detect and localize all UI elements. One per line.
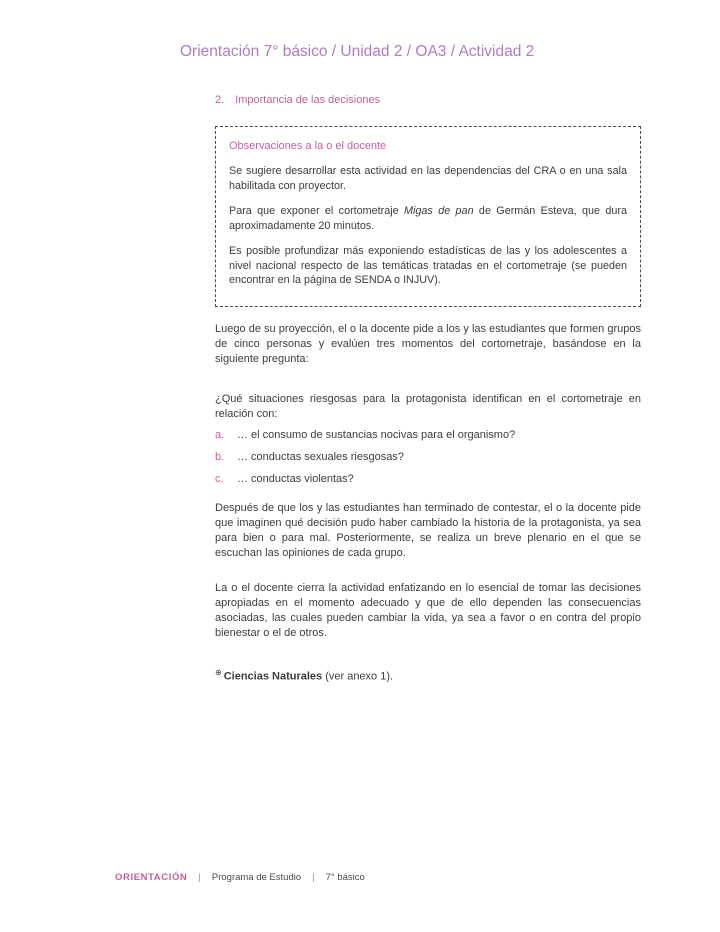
question-list	[215, 428, 641, 487]
page-title: Orientación 7° básico / Unidad 2 / OA3 / Actividad 2	[180, 43, 535, 60]
notes-paragraph-1: Se sugiere desarrollar esta actividad en las dependencias del CRA o en una sala habilitada con proyector.	[229, 165, 627, 192]
section-heading	[215, 94, 380, 106]
body-paragraph-3: La o el docente cierra la actividad enfatizando en lo esencial de tomar las decisiones apropiadas en el momento adecuado y que de ello dependen las consecuencias asociadas, las cuales pueden cambiar la vida, ya sea a favor o en contra del propio bienestar o el de otros.	[215, 582, 641, 639]
body-paragraph-1: Luego de su proyección, el o la docente pide a los y las estudiantes que formen grupos de cinco personas y evalúen tres momentos del cortometraje, basándose en la siguiente pregunta:	[215, 323, 641, 365]
cross-reference-note: (ver anexo 1).	[322, 670, 394, 683]
cross-reference-subject: Ciencias Naturales	[223, 670, 323, 683]
teacher-notes-box	[215, 126, 641, 307]
footer-grade: 7° básico	[325, 872, 365, 883]
footer-separator: |	[312, 872, 315, 883]
page-footer	[115, 872, 365, 883]
list-item-text: … conductas violentas?	[237, 473, 354, 485]
footer-program: Programa de Estudio	[211, 872, 302, 883]
footer-brand: ORIENTACIÓN	[115, 872, 188, 883]
section-number: 2.	[215, 94, 225, 106]
list-item	[215, 450, 641, 465]
question-intro: ¿Qué situaciones riesgosas para la protagonista identifican en el cortometraje en relación con:	[215, 393, 641, 420]
body-paragraph-2: Después de que los y las estudiantes han terminado de contestar, el o la docente pide que imaginen qué decisión pudo haber cambiado la historia de la protagonista, ya sea para bien o para mal. Posteriormente, se realiza un breve plenario en el que se escuchan las opiniones de cada grupo.	[215, 502, 641, 559]
footer-separator: |	[198, 872, 201, 883]
list-item-letter: b.	[215, 451, 225, 463]
notes-heading: Observaciones a la o el docente	[229, 140, 387, 152]
list-item	[215, 428, 641, 443]
notes-paragraph-3: Es posible profundizar más exponiendo estadísticas de las y los adolescentes a nivel nacional respecto de las temáticas tratadas en el cortometraje (se pueden encontrar en la página de SENDA o INJUV).	[229, 245, 627, 286]
list-item-text: … conductas sexuales riesgosas?	[237, 451, 404, 463]
notes-paragraph-2-text: Para que exponer el cortometraje	[229, 205, 405, 217]
section-title: Importancia de las decisiones	[235, 94, 381, 106]
list-item-letter: c.	[215, 473, 224, 485]
notes-paragraph-2-tail: de Germán Esteva, que dura aproximadamente 20 minutos.	[229, 205, 628, 232]
cross-reference-icon: ⊕	[215, 668, 222, 677]
list-item-letter: a.	[215, 429, 225, 441]
film-title: Migas de pan	[404, 205, 474, 217]
list-item	[215, 472, 641, 487]
notes-paragraph-2	[229, 204, 627, 233]
list-item-text: … el consumo de sustancias nocivas para el organismo?	[237, 429, 516, 441]
cross-reference	[215, 665, 641, 685]
body-content	[215, 322, 641, 685]
